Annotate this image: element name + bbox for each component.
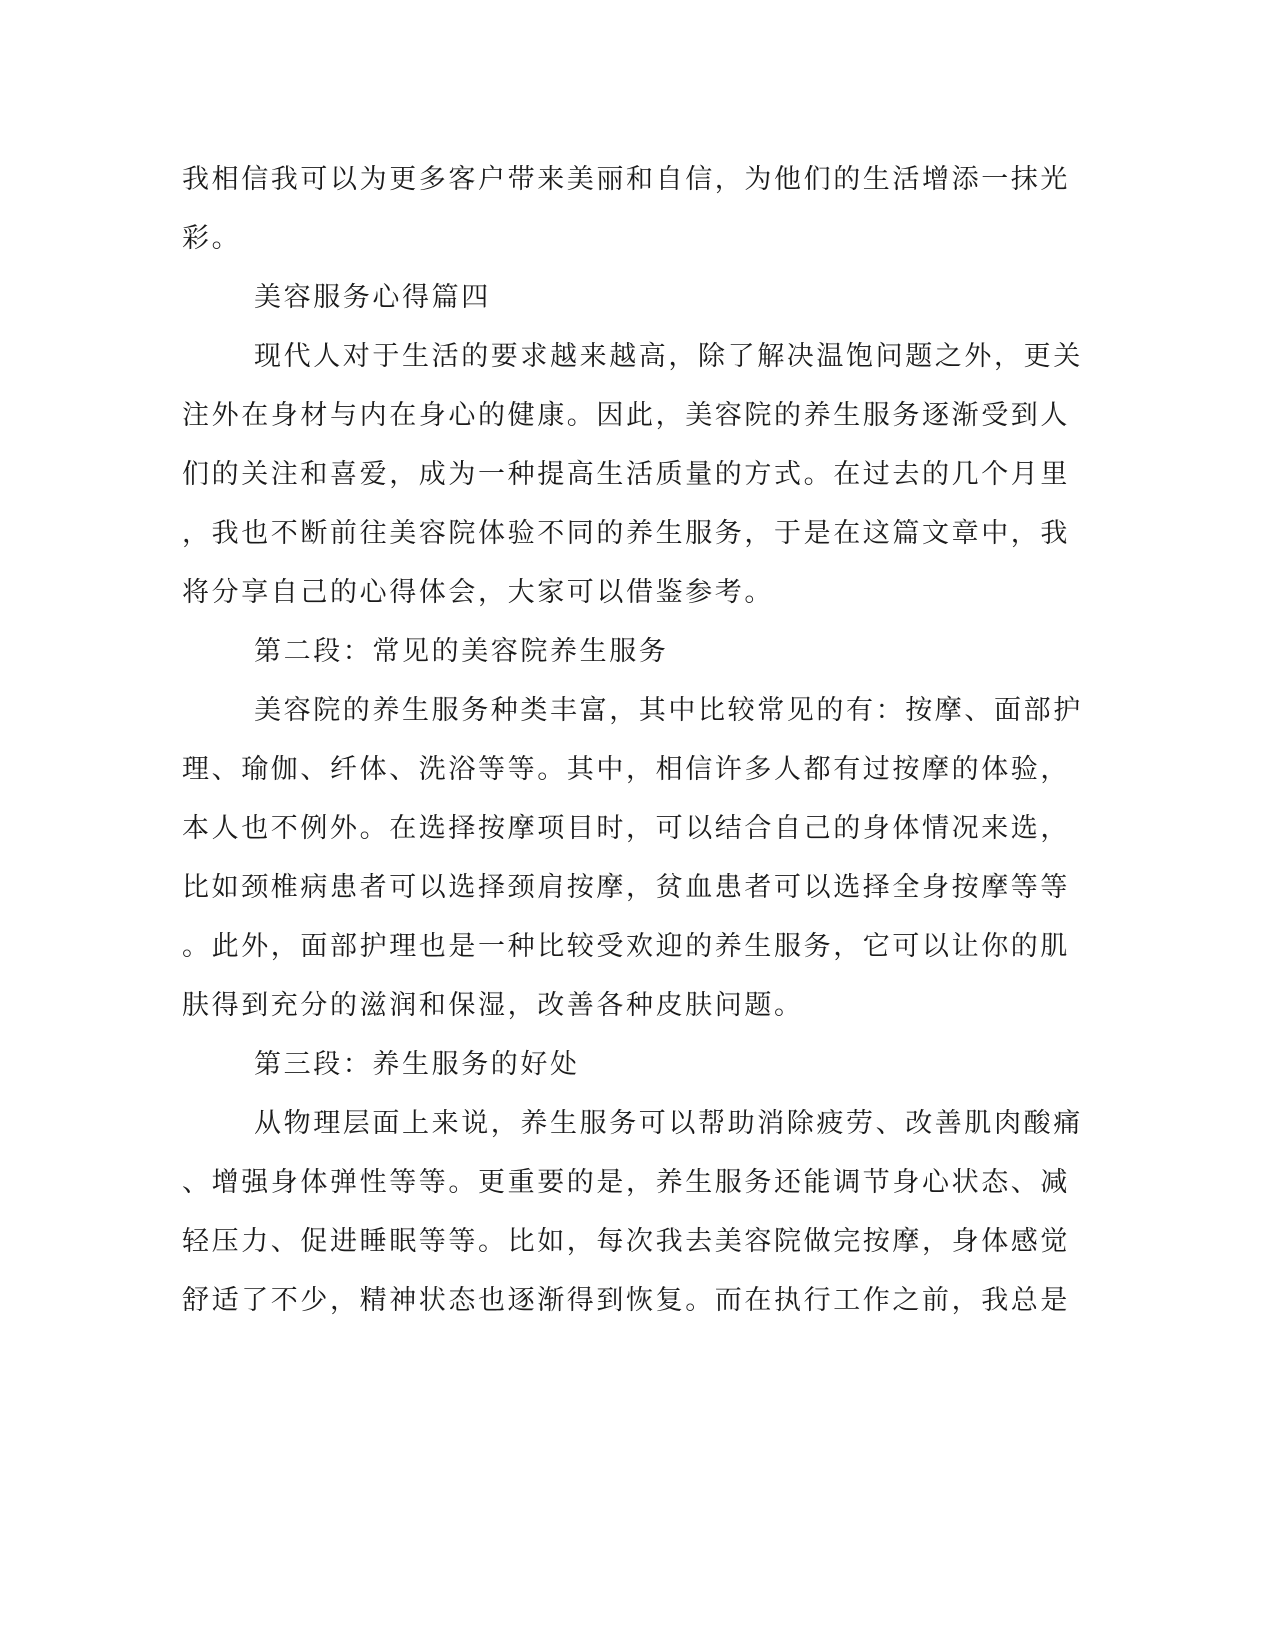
text-line: 们的关注和喜爱，成为一种提高生活质量的方式。在过去的几个月里 xyxy=(182,459,1070,490)
text-line: 现代人对于生活的要求越来越高，除了解决温饱问题之外，更关 xyxy=(254,341,1083,372)
section-heading: 第二段：常见的美容院养生服务 xyxy=(254,636,669,667)
text-line: ，我也不断前往美容院体验不同的养生服务，于是在这篇文章中，我 xyxy=(182,518,1070,549)
text-line: 轻压力、促进睡眠等等。比如，每次我去美容院做完按摩，身体感觉 xyxy=(182,1226,1070,1257)
text-line: 。此外，面部护理也是一种比较受欢迎的养生服务，它可以让你的肌 xyxy=(182,931,1070,962)
text-line: 将分享自己的心得体会，大家可以借鉴参考。 xyxy=(182,577,774,608)
text-line: 舒适了不少，精神状态也逐渐得到恢复。而在执行工作之前，我总是 xyxy=(182,1285,1070,1316)
text-line: 肤得到充分的滋润和保湿，改善各种皮肤问题。 xyxy=(182,990,804,1021)
text-line: 彩。 xyxy=(182,223,242,254)
text-line: 本人也不例外。在选择按摩项目时，可以结合自己的身体情况来选， xyxy=(182,813,1070,844)
section-heading: 第三段：养生服务的好处 xyxy=(254,1049,580,1080)
text-line: 美容院的养生服务种类丰富，其中比较常见的有：按摩、面部护 xyxy=(254,695,1083,726)
text-line: 注外在身材与内在身心的健康。因此，美容院的养生服务逐渐受到人 xyxy=(182,400,1070,431)
text-line: 我相信我可以为更多客户带来美丽和自信，为他们的生活增添一抹光 xyxy=(182,164,1070,195)
section-heading: 美容服务心得篇四 xyxy=(254,282,491,313)
text-line: 从物理层面上来说，养生服务可以帮助消除疲劳、改善肌肉酸痛 xyxy=(254,1108,1083,1139)
text-line: 理、瑜伽、纤体、洗浴等等。其中，相信许多人都有过按摩的体验， xyxy=(182,754,1070,785)
text-line: 、增强身体弹性等等。更重要的是，养生服务还能调节身心状态、减 xyxy=(182,1167,1070,1198)
text-line: 比如颈椎病患者可以选择颈肩按摩，贫血患者可以选择全身按摩等等 xyxy=(182,872,1070,903)
